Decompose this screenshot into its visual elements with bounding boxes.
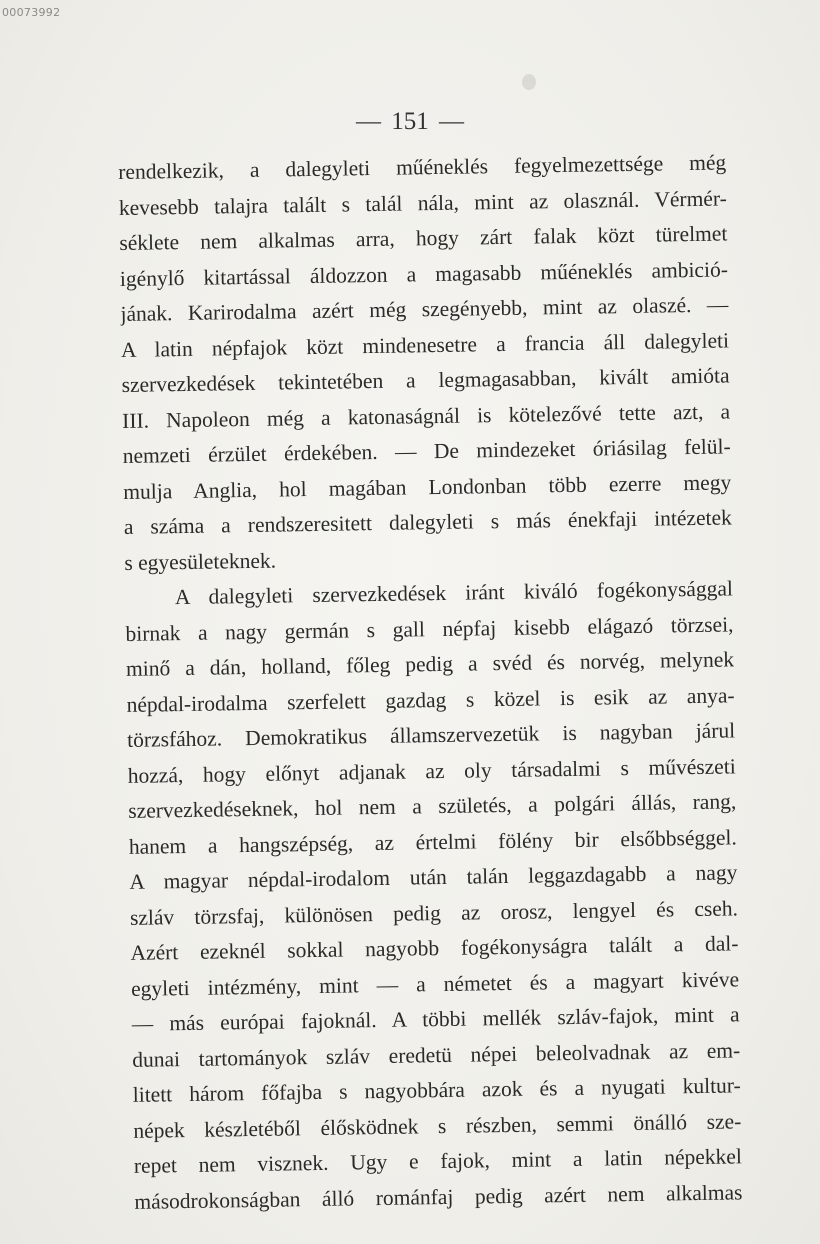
text-line: repet nem visznek. Ugy e fajok, mint a latin népekkel	[133, 1144, 742, 1178]
text-line: III. Napoleon még a katonaságnál is kötelezővé tette azt, a	[121, 398, 731, 433]
page-number: — 151 —	[356, 108, 464, 135]
text-line: mulja Anglia, hol magában Londonban több ezerre megy	[123, 469, 732, 504]
text-line: Azért ezeknél sokkal nagyobb fogékonyságra talált a dal-	[130, 931, 739, 965]
text-line: igénylő kitartással áldozzon a magasabb műéneklés ambició-	[119, 256, 729, 291]
text-line: másodrokonságban álló románfaj pedig azért nem alkalmas	[134, 1179, 743, 1214]
body-text	[118, 145, 743, 1219]
text-line: birnak a nagy germán s gall népfaj kisebb elágazó törzsei,	[125, 611, 734, 646]
text-line: népek készletéből élősködnek s részben, semmi önálló sze-	[133, 1108, 742, 1143]
text-line: a száma a rendszeresitett dalegyleti s más énekfaji intézetek	[123, 505, 732, 539]
text-line: jának. Karirodalma azért még szegényebb, mint az olaszé. —	[120, 292, 729, 326]
text-line: szervezkedéseknek, hol nem a születés, a polgári állás, rang,	[128, 789, 737, 823]
text-line: hozzá, hogy előnyt adjanak az oly társadalmi s művészeti	[127, 753, 736, 788]
text-line: törzsfához. Demokratikus államszervezetük is nagyban járul	[127, 718, 736, 752]
paper-speck	[522, 74, 536, 90]
text-line: A dalegyleti szervezkedések iránt kiváló fogékonysággal	[174, 576, 734, 610]
text-line: minő a dán, holland, főleg pedig a svéd és norvég, melynek	[125, 647, 735, 681]
text-line: rendelkezik, a dalegyleti műéneklés fegyelmezettsége még	[118, 150, 727, 184]
text-line: — más európai fajoknál. A többi mellék szláv-fajok, mint a	[131, 1002, 740, 1036]
text-line: s egyesületeknek.	[124, 548, 277, 575]
text-line: egyleti intézmény, mint — a németet és a magyart kivéve	[130, 966, 740, 1001]
text-line: szervezkedések tekintetében a legmagasabban, kivált amióta	[121, 363, 730, 397]
text-line: A latin népfajok közt mindenesetre a francia áll dalegyleti	[120, 327, 730, 362]
text-line: dunai tartományok szláv eredetü népei beleolvadnak az em-	[132, 1037, 741, 1072]
text-line: hanem a hangszépség, az értelmi fölény bir elsőbbséggel.	[128, 824, 737, 859]
text-line: kevesebb talajra talált s talál nála, mint az olasznál. Vérmér-	[118, 185, 727, 220]
scan-id-label: 00073992	[2, 6, 61, 19]
text-line: A magyar népdal-irodalom után talán leggazdagabb a nagy	[129, 860, 738, 894]
text-line: séklete nem alkalmas arra, hogy zárt falak közt türelmet	[119, 221, 728, 255]
text-line: népdal-irodalma szerfelett gazdag s közel is esik az anya-	[126, 682, 735, 717]
text-line: nemzeti érzület érdekében. — De mindezeket óriásilag felül-	[122, 434, 731, 468]
text-line: litett három főfajba s nagyobbára azok és a nyugati kultur-	[132, 1073, 741, 1107]
text-line: szláv törzsfaj, különösen pedig az orosz, lengyel és cseh.	[129, 895, 739, 930]
